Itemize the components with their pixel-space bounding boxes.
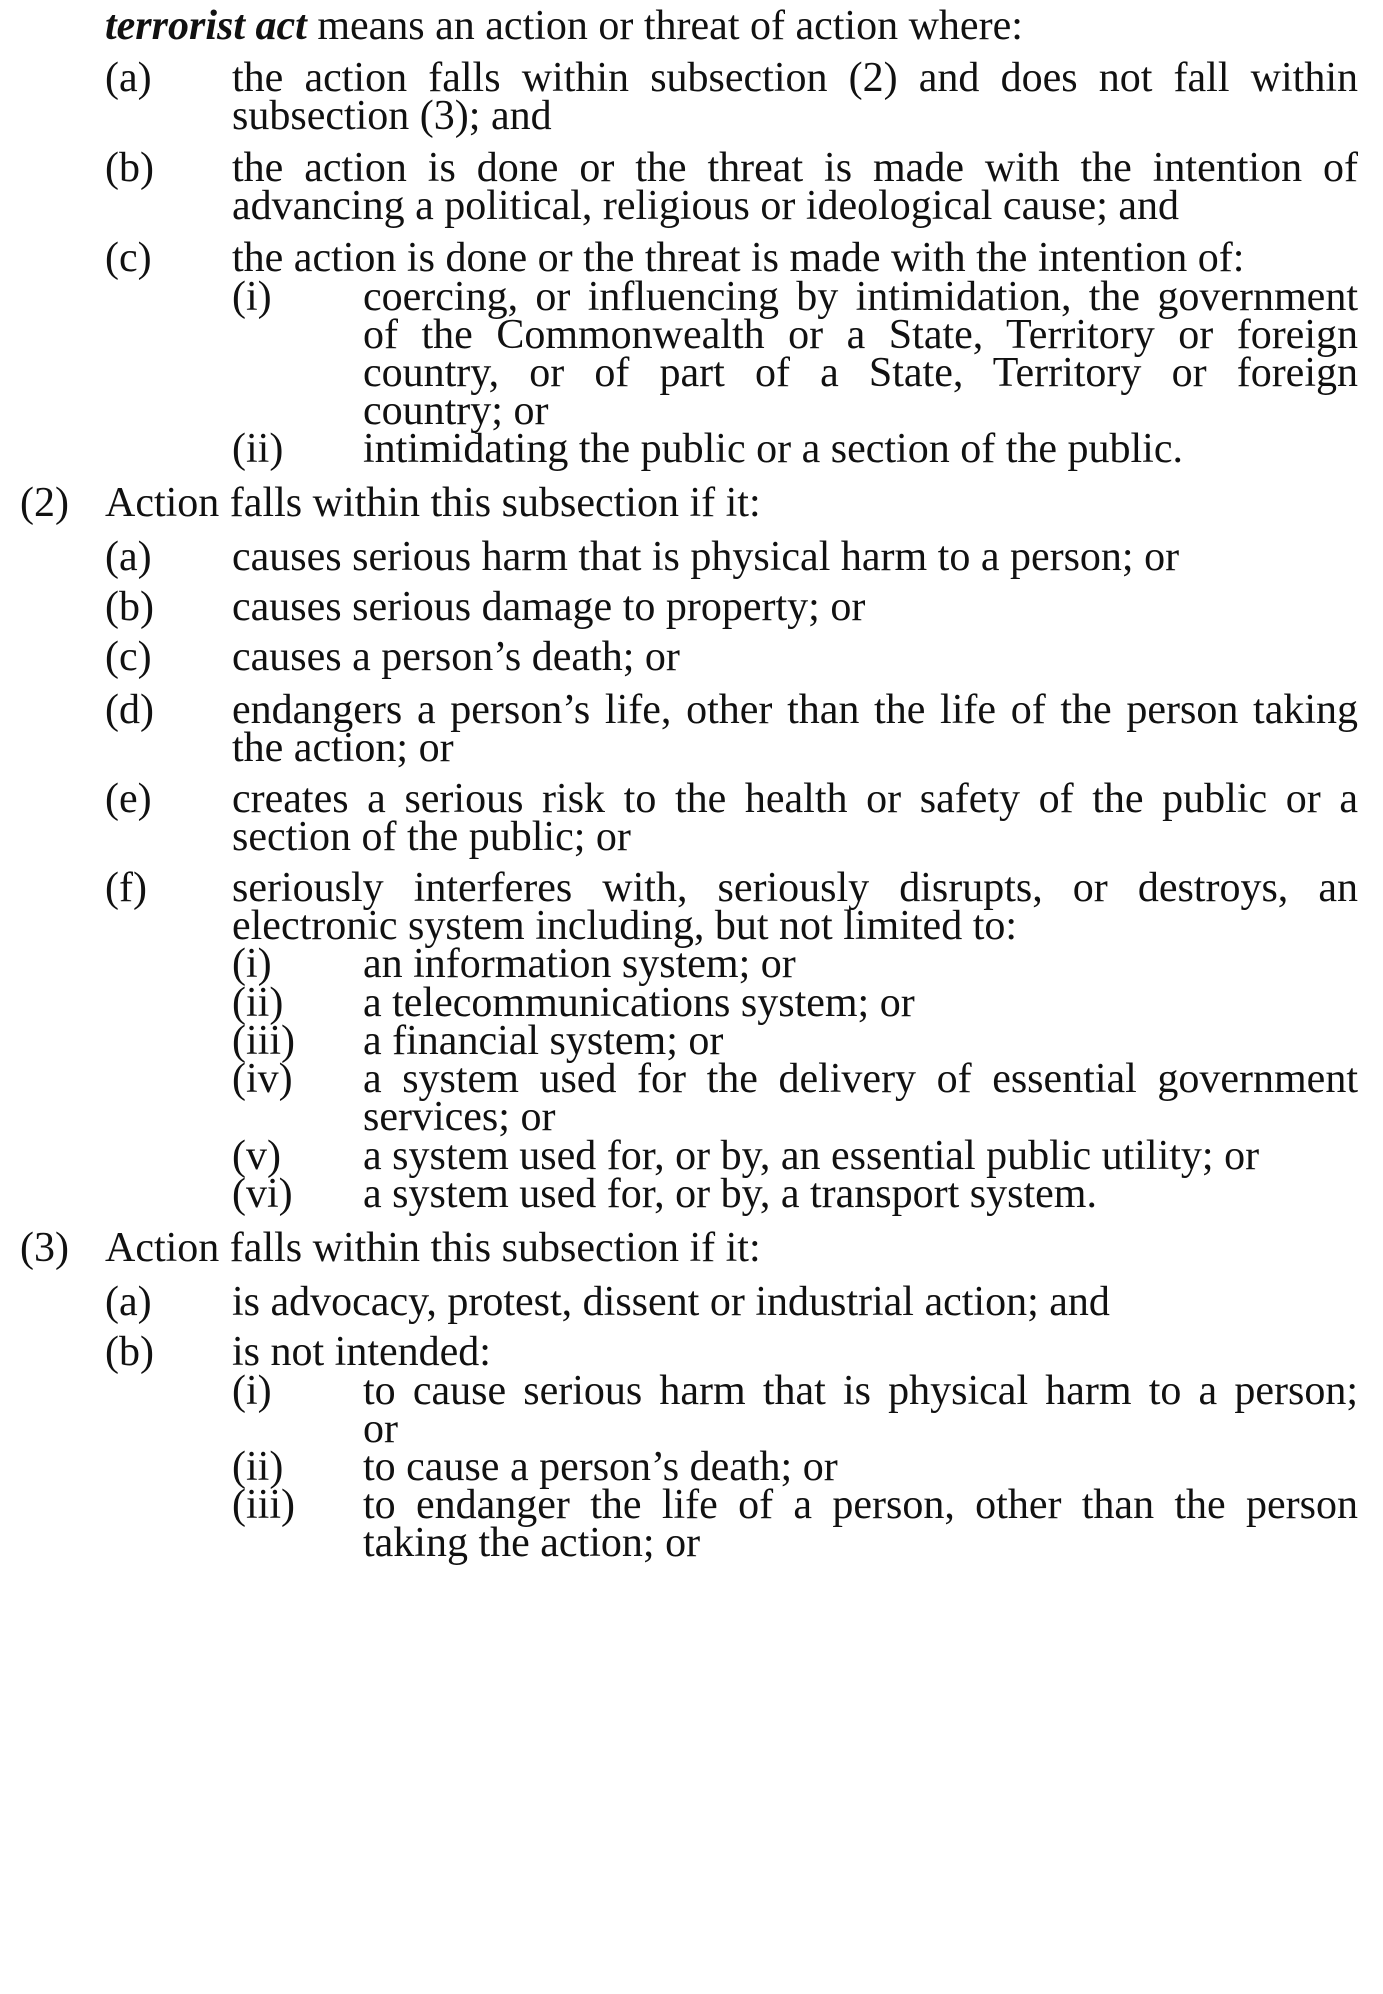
paragraph-text: the action is done or the threat is made with the intention of: [232,235,1245,281]
subsection-label: (2) [20,480,69,526]
definition-intro-text: means an action or threat of action where: [306,3,1023,49]
paragraph-label: (e) [105,776,152,822]
paragraph-label: (f) [105,865,147,911]
subparagraph-label: (i) [232,1368,272,1414]
paragraph-text: causes serious damage to property; or [232,584,866,630]
paragraph-label: (b) [105,145,154,191]
paragraph-text: causes serious harm that is physical harm to a person; or [232,534,1180,580]
paragraph-text: advancing a political, religious or ideological cause; and [232,183,1180,229]
subparagraph-label: (ii) [232,980,284,1026]
paragraph-text: the action is done or the threat is made with the intention of [232,145,1358,191]
subparagraph-text: a system used for, or by, a transport system. [363,1171,1097,1217]
subparagraph-text: a financial system; or [363,1018,724,1064]
subparagraph-label: (iii) [232,1482,295,1528]
paragraph-text: section of the public; or [232,814,631,860]
subparagraph-label: (i) [232,941,272,987]
paragraph-text: subsection (3); and [232,93,552,139]
subparagraph-label: (iii) [232,1018,295,1064]
subparagraph-label: (ii) [232,426,284,472]
subparagraph-text: intimidating the public or a section of the public. [363,426,1183,472]
subsection-heading: Action falls within this subsection if it: [105,1225,761,1271]
subparagraph-text: coercing, or influencing by intimidation, the government [363,274,1358,320]
subsection-heading: Action falls within this subsection if it: [105,480,761,526]
paragraph-text: is advocacy, protest, dissent or industrial action; and [232,1279,1110,1325]
subparagraph-text: of the Commonwealth or a State, Territory or foreign [363,312,1358,358]
paragraph-text: endangers a person’s life, other than the life of the person taking [232,687,1358,733]
subparagraph-text: a system used for, or by, an essential public utility; or [363,1133,1260,1179]
subparagraph-label: (vi) [232,1171,293,1217]
paragraph-label: (b) [105,584,154,630]
subparagraph-text: an information system; or [363,941,796,987]
paragraph-label: (a) [105,1279,152,1325]
paragraph-text: creates a serious risk to the health or safety of the public or a [232,776,1358,822]
definition-intro [105,2,1023,50]
paragraph-text: causes a person’s death; or [232,634,680,680]
paragraph-text: the action falls within subsection (2) and does not fall within [232,55,1358,101]
subparagraph-text: a telecommunications system; or [363,980,915,1026]
subparagraph-text: or [363,1406,398,1452]
subparagraph-text: to endanger the life of a person, other than the person [363,1482,1358,1528]
subparagraph-label: (i) [232,274,272,320]
paragraph-label: (c) [105,634,152,680]
paragraph-label: (b) [105,1329,154,1375]
subparagraph-label: (v) [232,1133,281,1179]
paragraph-text: seriously interferes with, seriously disrupts, or destroys, an [232,865,1358,911]
subparagraph-text: country; or [363,388,549,434]
subparagraph-text: to cause serious harm that is physical harm to a person; [363,1368,1358,1414]
subparagraph-text: taking the action; or [363,1520,701,1566]
subparagraph-label: (ii) [232,1444,284,1490]
paragraph-text: electronic system including, but not limited to: [232,903,1018,949]
subparagraph-label: (iv) [232,1056,293,1102]
subparagraph-text: a system used for the delivery of essential government [363,1056,1358,1102]
paragraph-text: the action; or [232,725,454,771]
paragraph-label: (c) [105,235,152,281]
paragraph-text: is not intended: [232,1329,491,1375]
subparagraph-text: country, or of part of a State, Territory or foreign [363,350,1358,396]
subparagraph-text: to cause a person’s death; or [363,1444,838,1490]
paragraph-label: (d) [105,687,154,733]
paragraph-label: (a) [105,55,152,101]
paragraph-label: (a) [105,534,152,580]
subsection-label: (3) [20,1225,69,1271]
defined-term: terrorist act [105,3,307,49]
subparagraph-text: services; or [363,1094,556,1140]
